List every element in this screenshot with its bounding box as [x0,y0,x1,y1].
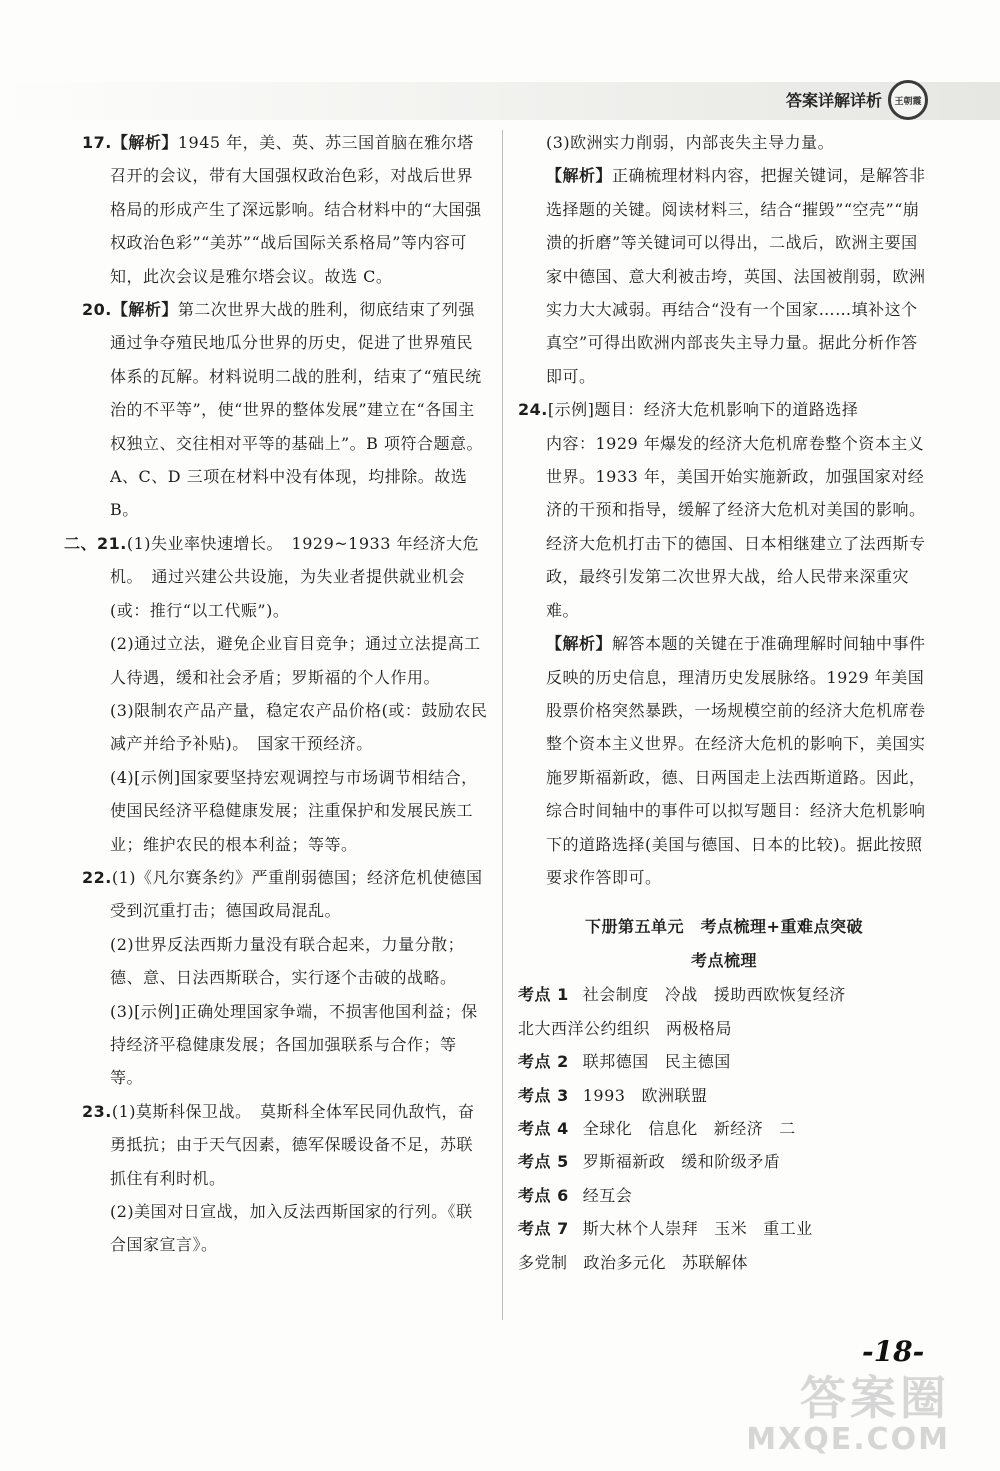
answer-24-analysis: 【解析】解答本题的关键在于准确理解时间轴中事件反映的历史信息，理清历史发展脉络。1929 年美国股票价格突然暴跌，一场规模空前的经济大危机席卷整个资本主义世界。在经济大危机的影响下，美国实施罗斯福新政，德、日两国走上法西斯道路。因此，综合时间轴中的事件可以拟写题目：经济大危机影响下的道路选择(美国与德国、日本的比较)。据此按照要求作答即可。 [546,634,926,887]
answer-20: 20.【解析】第二次世界大战的胜利，彻底结束了列强通过争夺殖民地瓜分世界的历史，促进了世界殖民体系的瓦解。材料说明二战的胜利，结束了“殖民统治的不平等”，使“世界的整体发展”建立在“各国主权独立、交往相对平等的基础上”。B 项符合题意。A、C、D 三项在材料中没有体现，均排除。故选 B。 [82,300,484,520]
answer-23-analysis: 【解析】正确梳理材料内容，把握关键词，是解答非选择题的关键。阅读材料三，结合“摧毁”“空壳”“崩溃的折磨”等关键词可以得出，二战后，欧洲主要国家中德国、意大利被击垮，英国、法国被削弱，欧洲实力大大减弱。再结合“没有一个国家……填补这个真空”可得出欧洲内部丧失主导力量。据此分析作答即可。 [546,166,926,386]
answer-24-title: 24.[示例]题目：经济大危机影响下的道路选择 [518,400,859,420]
watermark [746,1362,950,1457]
page-number: -18- [862,1335,925,1368]
kaodian-row: 考点 6 经互会 [518,1185,633,1205]
answer-21-4: (4)[示例]国家要坚持宏观调控与市场调节相结合，使国民经济平稳健康发展；注重保护和发展民族工业；维护农民的根本利益；等等。 [110,767,478,854]
answer-21-1: 二、21.(1)失业率快速增长。 1929~1933 年经济大危机。 通过兴建公共设施，为失业者提供就业机会(或：推行“以工代赈”)。 [64,533,479,620]
watermark-url: MXQE.COM [746,1422,950,1457]
kaodian-row: 北大西洋公约组织 两极格局 [518,1018,733,1038]
answer-21-3: (3)限制农产品产量，稳定农产品价格(或：鼓励农民减产并给予补贴)。 国家干预经济。 [110,700,488,754]
kaodian-list [518,978,930,1279]
kaodian-row: 考点 4 全球化 信息化 新经济 二 [518,1118,796,1138]
answer-23-1: 23.(1)莫斯科保卫战。 莫斯科全体军民同仇敌忾，奋勇抵抗；由于天气因素，德军保暖设备不足，苏联抓住有利时机。 [82,1101,475,1188]
answer-17: 17.【解析】1945 年，美、英、苏三国首脑在雅尔塔召开的会议，带有大国强权政治色彩，对战后世界格局的形成产生了深远影响。结合材料中的“大国强权政治色彩”“美苏”“战后国际关系格局”等内容可知，此次会议是雅尔塔会议。故选 C。 [82,133,482,286]
answer-23-3: (3)欧洲实力削弱，内部丧失主导力量。 [546,133,835,152]
right-column [518,126,930,1279]
column-divider [502,130,503,1320]
answer-21-2: (2)通过立法，避免企业盲目竞争；通过立法提高工人待遇，缓和社会矛盾；罗斯福的个人作用。 [110,634,481,687]
kaodian-row: 考点 7 斯大林个人崇拜 玉米 重工业 [518,1219,813,1239]
kaodian-row: 考点 1 社会制度 冷战 援助西欧恢复经济 [518,985,846,1005]
unit-title: 下册第五单元 考点梳理+重难点突破 [585,917,863,937]
watermark-text: 答案圈 [800,1371,950,1425]
kaodian-row: 考点 2 联邦德国 民主德国 [518,1052,731,1072]
header-title: 答案详解详析 [785,91,882,110]
answer-22-3: (3)[示例]正确处理国家争端，不损害他国利益；保持经济平稳健康发展；各国加强联系与合作；等等。 [110,1001,478,1088]
kaodian-row: 多党制 政治多元化 苏联解体 [518,1252,749,1272]
answer-23-2: (2)美国对日宣战，加入反法西斯国家的行列。《联合国家宣言》。 [110,1202,473,1255]
left-column [64,126,488,1262]
kaodian-row: 考点 5 罗斯福新政 缓和阶级矛盾 [518,1152,781,1172]
answer-22-1: 22.(1)《凡尔赛条约》严重削弱德国；经济危机使德国受到沉重打击；德国政局混乱。 [82,867,483,921]
publisher-logo: 王朝霞 [888,80,928,120]
answer-22-2: (2)世界反法西斯力量没有联合起来，力量分散；德、意、日法西斯联合，实行逐个击破的战略。 [110,934,465,988]
sub-title: 考点梳理 [690,951,757,971]
kaodian-row: 考点 3 1993 欧洲联盟 [518,1085,708,1105]
answer-24-content: 内容：1929 年爆发的经济大危机席卷整个资本主义世界。1933 年，美国开始实施新政，加强国家对经济的干预和指导，缓解了经济大危机对美国的影响。经济大危机打击下的德国、日本相继建立了法西斯专政，最终引发第二次世界大战，给人民带来深重灾难。 [546,433,926,620]
